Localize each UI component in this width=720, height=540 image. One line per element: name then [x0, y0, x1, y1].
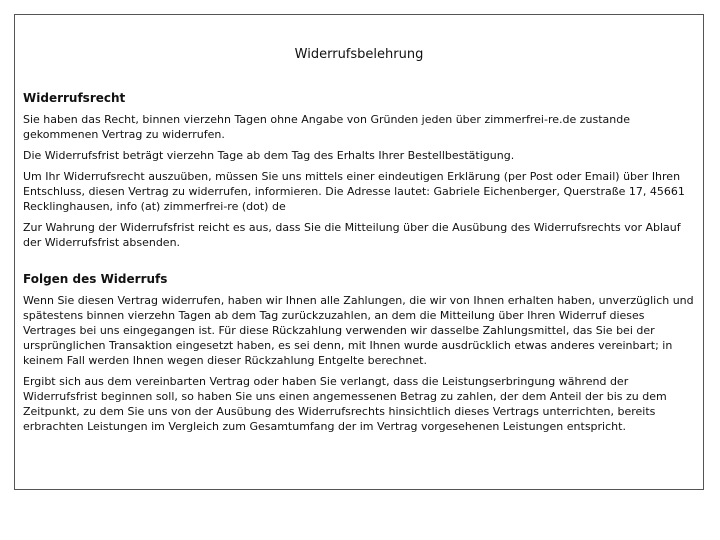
paragraph-widerrufsrecht-4: Zur Wahrung der Widerrufsfrist reicht es aus, dass Sie die Mitteilung über die Ausübung des Widerrufsrechts vor Ablauf der Widerrufsfrist absenden. — [23, 221, 681, 249]
paragraph-widerrufsrecht-1: Sie haben das Recht, binnen vierzehn Tagen ohne Angabe von Gründen jeden über zimmerfrei-re.de zustande gekommenen Vertrag zu widerrufen. — [23, 113, 630, 141]
page-title: Widerrufsbelehrung — [294, 47, 424, 62]
paragraph-folgen-1: Wenn Sie diesen Vertrag widerrufen, haben wir Ihnen alle Zahlungen, die wir von Ihnen erhalten haben, unverzüglich und spätestens binnen vierzehn Tagen ab dem Tag zurückzuzahlen, an dem die Mitteilung über Ihren Widerruf dieses Vertrages bei uns eingegangen ist. Für diese Rückzahlung verwenden wir dasselbe Zahlungsmittel, das Sie bei der ursprünglichen Transaktion eingesetzt haben, es sei denn, mit Ihnen wurde ausdrücklich etwas anderes vereinbart; in keinem Fall werden Ihnen wegen dieser Rückzahlung Entgelte berechnet. — [23, 294, 694, 367]
paragraph-widerrufsrecht-2: Die Widerrufsfrist beträgt vierzehn Tage ab dem Tag des Erhalts Ihrer Bestellbestätigung. — [23, 149, 515, 162]
section-folgen-des-widerrufs — [23, 272, 695, 434]
document-frame — [14, 14, 704, 490]
paragraph-widerrufsrecht-3: Um Ihr Widerrufsrecht auszuüben, müssen Sie uns mittels einer eindeutigen Erklärung (per Post oder Email) über Ihren Entschluss, diesen Vertrag zu widerrufen, informieren. Die Adresse lautet: Gabriele Eichenberger, Querstraße 17, 45661 Recklinghausen, info (at) zimmerfrei-re (dot) de — [23, 170, 685, 213]
section-widerrufsrecht — [23, 91, 695, 250]
section-heading-widerrufsrecht: Widerrufsrecht — [23, 91, 126, 105]
paragraph-folgen-2: Ergibt sich aus dem vereinbarten Vertrag oder haben Sie verlangt, dass die Leistungserbringung während der Widerrufsfrist beginnen soll, so haben Sie uns einen angemessenen Betrag zu zahlen, der dem Anteil der bis zu dem Zeitpunkt, zu dem Sie uns von der Ausübung des Widerrufsrechts hinsichtlich dieses Vertrags unterrichten, bereits erbrachten Leistungen im Vergleich zum Gesamtumfang der im Vertrag vorgesehenen Leistungen entspricht. — [23, 375, 667, 433]
section-heading-folgen-des-widerrufs: Folgen des Widerrufs — [23, 272, 168, 286]
